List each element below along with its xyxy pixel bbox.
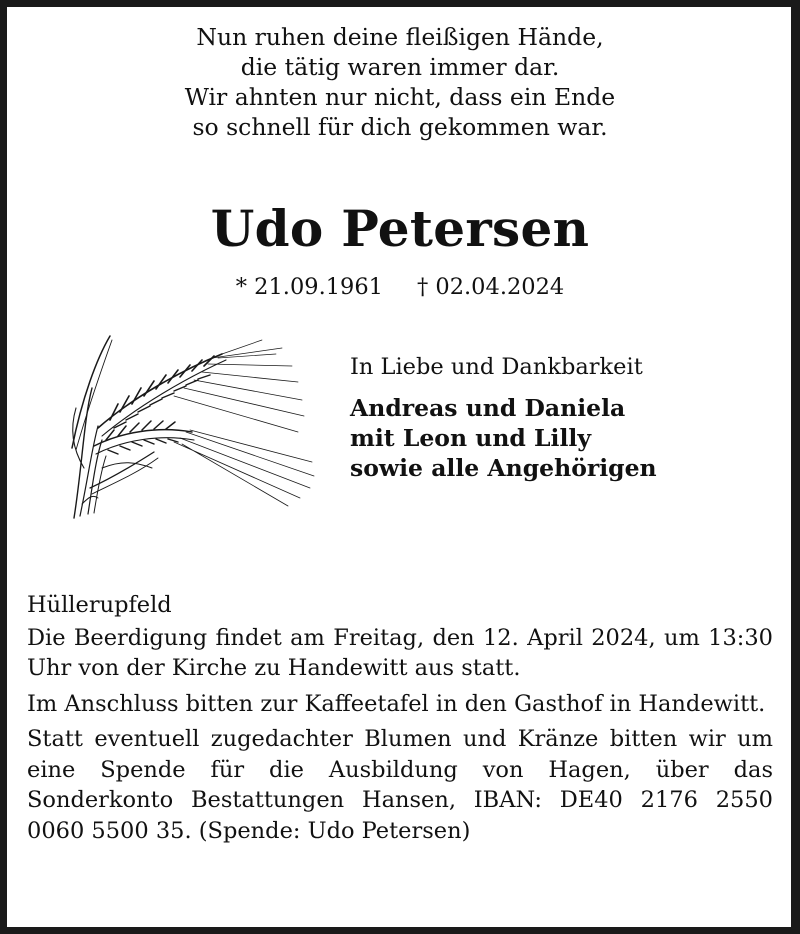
mourner-line: mit Leon und Lilly [350,424,591,452]
poem-line: so schnell für dich gekommen war. [192,113,608,141]
reception-info: Im Anschluss bitten zur Kaffeetafel in den Gasthof in Handewitt. [27,690,766,717]
poem-line: die tätig waren immer dar. [240,53,560,81]
death-date: † 02.04.2024 [417,274,565,300]
funeral-details [27,590,773,851]
deceased-name: Udo Petersen [210,199,590,258]
place-name: Hüllerupfeld [27,592,172,618]
birth-date: * 21.09.1961 [235,274,383,300]
mourners-intro: In Liebe und Dankbarkeit [350,354,643,380]
wheat-ears-icon [62,328,320,524]
mourner-line: Andreas und Daniela [350,394,626,422]
poem-line: Wir ahnten nur nicht, dass ein Ende [184,83,616,111]
life-dates [0,272,800,302]
mourners-block [350,352,770,483]
mourners-names [350,393,770,483]
mourner-line: sowie alle Angehörigen [350,454,657,482]
memorial-poem [0,22,800,142]
donation-info: Statt eventuell zugedachter Blumen und Kränze bitten wir um eine Spende für die Ausbildung von Hagen, über das Sonderkonto Bestattungen Hansen, IBAN: DE40 2176 2550 0060 5500 35. (Spende: Udo Petersen) [27,726,773,844]
poem-line: Nun ruhen deine fleißigen Hände, [196,23,604,51]
funeral-info: Die Beerdigung findet am Freitag, den 12. April 2024, um 13:30 Uhr von der Kirche zu Handewitt aus statt. [27,624,773,681]
